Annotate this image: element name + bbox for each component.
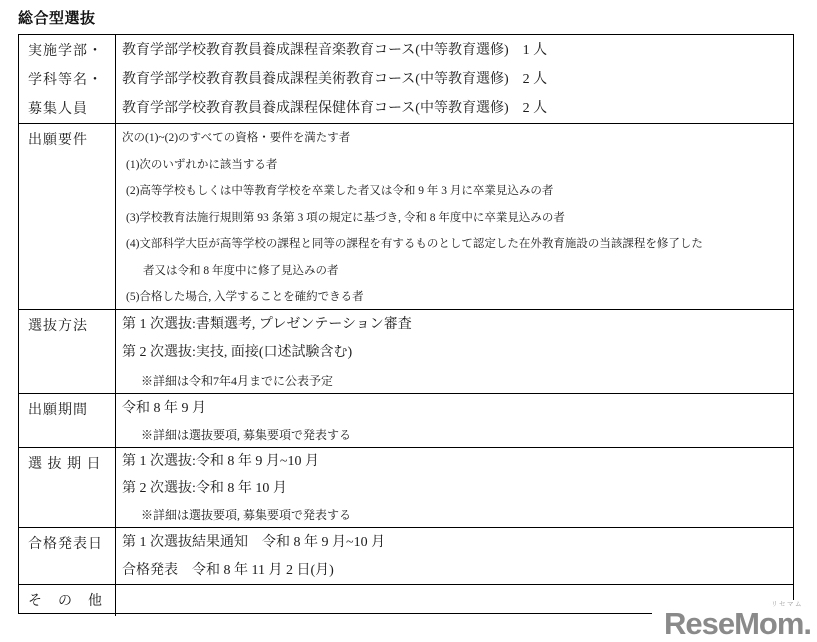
row-content-selection-date [116, 448, 793, 527]
table-row-application-period [19, 393, 793, 447]
method-note: ※詳細は令和7年4月までに公表予定 [141, 374, 334, 388]
period-note: ※詳細は選抜要項, 募集要項で発表する [141, 428, 352, 442]
row-label-line: 学科等名・ [28, 73, 103, 88]
method-line: 第 2 次選抜:実技, 面接(口述試験含む) [122, 345, 353, 360]
row-content-selection-method [116, 310, 793, 393]
page-title: 総合型選抜 [18, 10, 96, 27]
requirement-line: (3)学校教育法施行規則第 93 条第 3 項の規定に基づき, 令和 8 年度中に卒業見込みの者 [126, 211, 565, 224]
requirement-line: (5)合格した場合, 入学することを確約できる者 [126, 291, 364, 303]
row-label-selection-date: 選 抜 期 日 [19, 448, 116, 527]
row-label-application-period: 出願期間 [19, 394, 116, 447]
row-label-faculty [19, 35, 116, 123]
resemom-logo [652, 600, 817, 641]
row-label-results: 合格発表日 [19, 528, 116, 584]
course-line: 教育学部学校教育教員養成課程音楽教育コース(中等教育選修) 1 人 [122, 43, 548, 58]
row-content-faculty [116, 35, 793, 123]
row-label-other: そ の 他 [19, 585, 116, 616]
result-line: 第 1 次選抜結果通知 令和 8 年 9 月~10 月 [122, 535, 386, 550]
table-row-selection-method [19, 309, 793, 393]
row-content-application-period [116, 394, 793, 447]
course-line: 教育学部学校教育教員養成課程保健体育コース(中等教育選修) 2 人 [122, 101, 548, 116]
requirement-line: 次の(1)~(2)のすべての資格・要件を満たす者 [122, 132, 351, 144]
row-content-requirements [116, 124, 793, 309]
table-row-selection-date [19, 447, 793, 527]
admission-table [18, 34, 794, 614]
date-line: 第 1 次選抜:令和 8 年 9 月~10 月 [122, 454, 319, 469]
date-line: 第 2 次選抜:令和 8 年 10 月 [122, 480, 287, 496]
period-line: 令和 8 年 9 月 [122, 401, 206, 416]
resemom-logo-ruby: リセマム [771, 601, 803, 608]
table-row-faculty-quota [19, 35, 793, 123]
requirement-line: (2)高等学校もしくは中等教育学校を卒業した者又は令和 9 年 3 月に卒業見込みの者 [126, 185, 554, 197]
result-line: 合格発表 令和 8 年 11 月 2 日(月) [122, 563, 334, 578]
requirement-line: (4)文部科学大臣が高等学校の課程と同等の課程を有するものとして認定した在外教育施設の当該課程を修了した [126, 238, 703, 250]
table-row-requirements [19, 123, 793, 309]
row-label-line: 募集人員 [28, 102, 88, 117]
row-label-requirements: 出願要件 [19, 124, 116, 309]
row-label-line: 実施学部・ [28, 44, 103, 59]
requirement-line-continuation: 者又は令和 8 年度中に修了見込みの者 [143, 264, 339, 277]
date-note: ※詳細は選抜要項, 募集要項で発表する [141, 508, 352, 522]
resemom-logo-text: ReseMom. [663, 606, 811, 641]
method-line: 第 1 次選抜:書類選考, プレゼンテーション審査 [122, 317, 412, 332]
requirement-line: (1)次のいずれかに該当する者 [126, 158, 278, 171]
course-line: 教育学部学校教育教員養成課程美術教育コース(中等教育選修) 2 人 [122, 72, 548, 87]
row-label-selection-method: 選抜方法 [19, 310, 116, 393]
table-row-results-announcement [19, 527, 793, 584]
row-content-results [116, 528, 793, 584]
